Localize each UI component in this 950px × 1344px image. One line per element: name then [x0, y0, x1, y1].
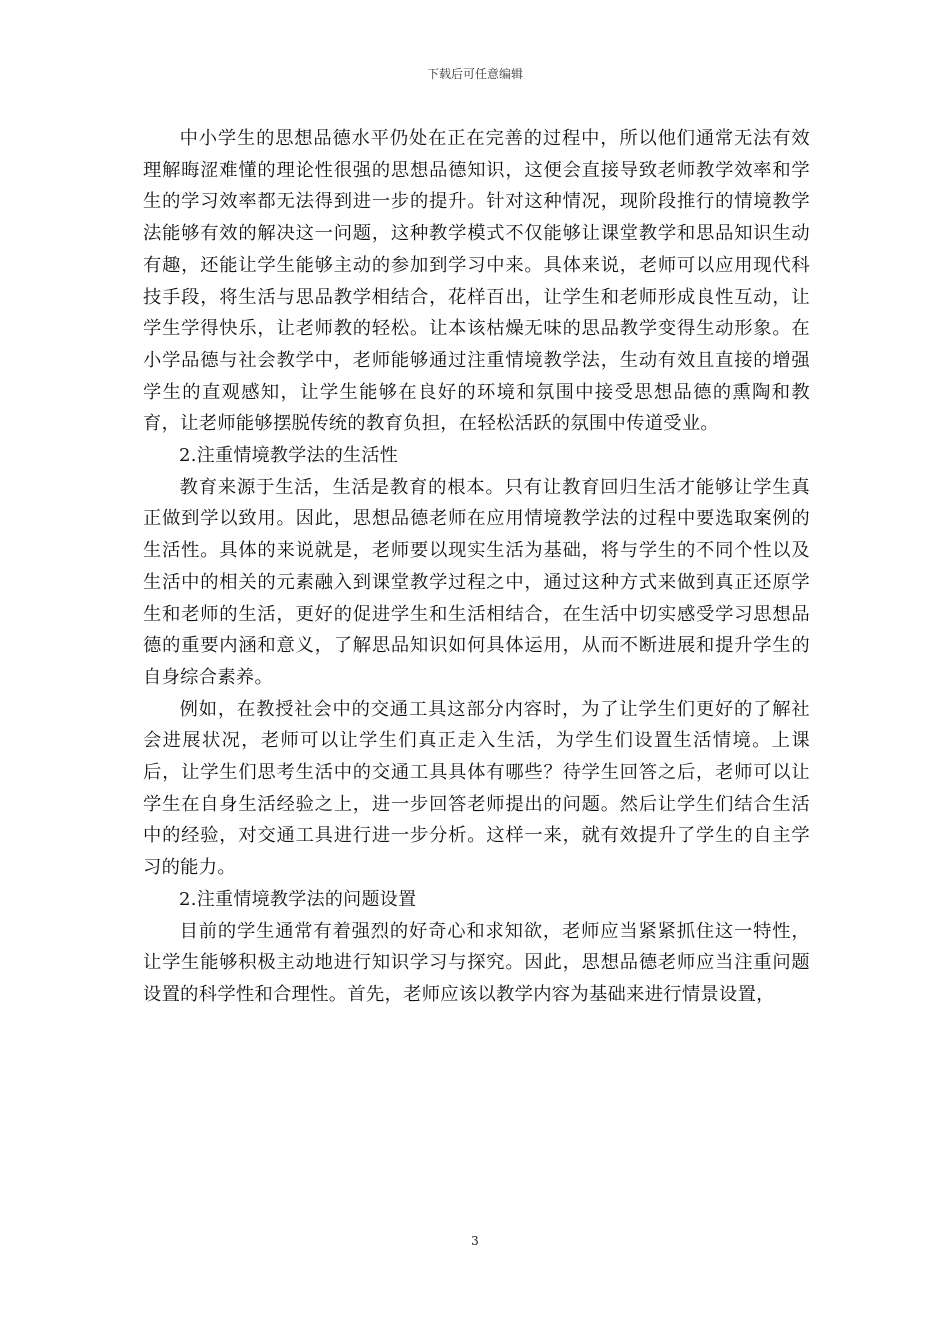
paragraph-life: 教育来源于生活，生活是教育的根本。只有让教育回归生活才能够让学生真正做到学以致用。因此，思想品德老师在应用情境教学法的过程中要选取案例的生活性。具体的来说就是，老师要以现实生活为基础，将与学生的不同个性以及生活中的相关的元素融入到课堂教学过程之中，通过这种方式来做到真正还原学生和老师的生活，更好的促进学生和生活相结合，在生活中切实感受学习思想品德的重要内涵和意义，了解思品知识如何具体运用，从而不断进展和提升学生的自身综合素养。	[143, 476, 810, 688]
paragraph-intro: 中小学生的思想品德水平仍处在正在完善的过程中，所以他们通常无法有效理解晦涩难懂的理论性很强的思想品德知识，这便会直接导致老师教学效率和学生的学习效率都无法得到进一步的提升。针对这种情况，现阶段推行的情境教学法能够有效的解决这一问题，这种教学模式不仅能够让课堂教学和思品知识生动有趣，还能让学生能够主动的参加到学习中来。具体来说，老师可以应用现代科技手段，将生活与思品教学相结合，花样百出，让学生和老师形成良性互动，让学生学得快乐，让老师教的轻松。让本该枯燥无味的思品教学变得生动形象。在小学品德与社会教学中，老师能够通过注重情境教学法，生动有效且直接的增强学生的直观感知，让学生能够在良好的环境和氛围中接受思想品德的熏陶和教育，让老师能够摆脱传统的教育负担，在轻松活跃的氛围中传道受业。	[143, 128, 810, 435]
paragraph-questions: 目前的学生通常有着强烈的好奇心和求知欲，老师应当紧紧抓住这一特性，让学生能够积极主动地进行知识学习与探究。因此，思想品德老师应当注重问题设置的科学性和合理性。首先，老师应该以教学内容为基础来进行情景设置，	[143, 920, 810, 1005]
section-heading-questions: 2.注重情境教学法的问题设置	[179, 888, 417, 910]
paragraph-example: 例如，在教授社会中的交通工具这部分内容时，为了让学生们更好的了解社会进展状况，老师可以让学生们真正走入生活，为学生们设置生活情境。上课后，让学生们思考生活中的交通工具具体有哪些？待学生回答之后，老师可以让学生在自身生活经验之上，进一步回答老师提出的问题。然后让学生们结合生活中的经验，对交通工具进行进一步分析。这样一来，就有效提升了学生的自主学习的能力。	[143, 698, 810, 879]
page-header: 下载后可任意编辑	[426, 67, 523, 81]
document-body	[143, 123, 810, 1011]
section-heading-life: 2.注重情境教学法的生活性	[179, 445, 399, 467]
page-number: 3	[471, 1234, 479, 1248]
